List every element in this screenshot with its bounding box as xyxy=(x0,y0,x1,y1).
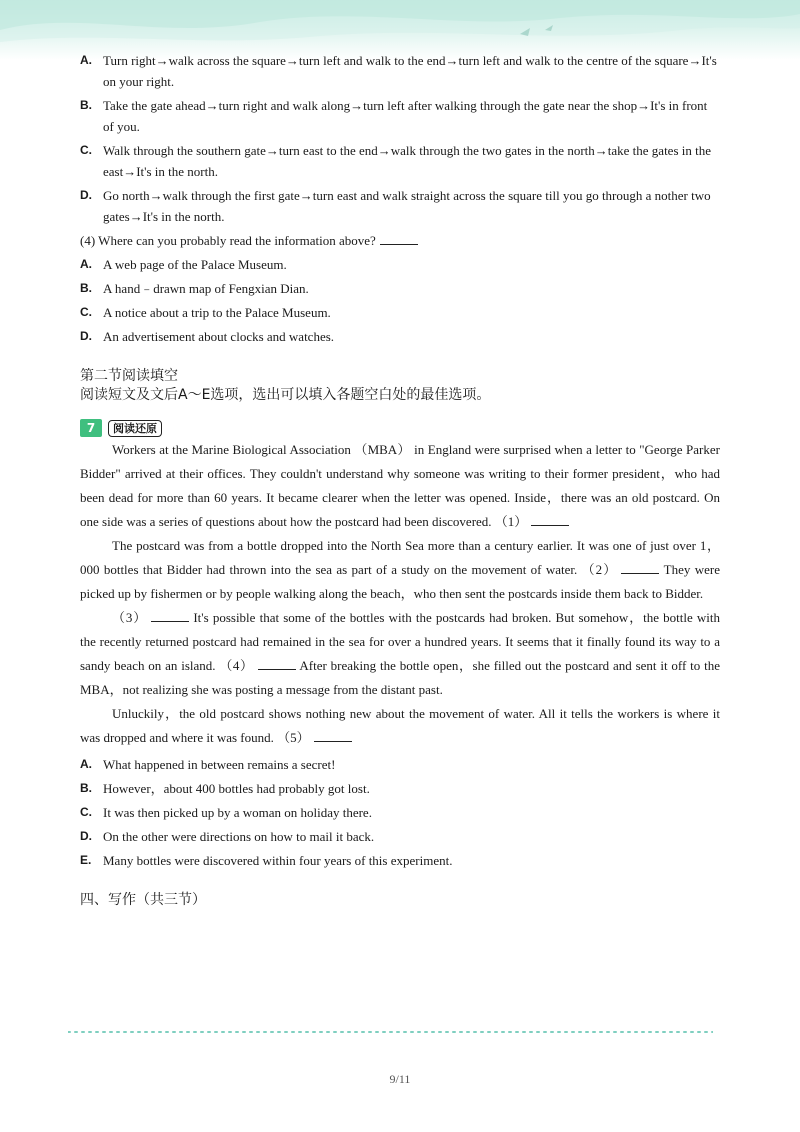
option-text: What happened in between remains a secret! xyxy=(103,757,336,772)
dotted-divider xyxy=(68,1030,713,1034)
paragraph-text: Workers at the Marine Biological Association （MBA） in England were surprised when a letter to "George Parker Bidder" arrived at their offices. They couldn't understand why someone was writing to their former president，who had been dead for more than 60 years. It became clearer when the letter was opened. Inside，there was an old postcard. On one side was a series of questions about how the postcard had been discovered. （1） xyxy=(80,442,720,529)
paragraph-1 xyxy=(80,438,720,534)
option-a xyxy=(80,754,720,775)
option-b xyxy=(80,95,720,137)
option-letter: B. xyxy=(80,98,92,112)
page-number: 9/11 xyxy=(389,1072,411,1086)
option-b xyxy=(80,278,720,299)
option-letter: C. xyxy=(80,305,92,319)
answer-blank xyxy=(380,234,418,245)
option-b xyxy=(80,778,720,799)
option-letter: A. xyxy=(80,257,92,271)
option-text: A hand﹣drawn map of Fengxian Dian. xyxy=(103,281,309,296)
section-title: 第二节阅读填空 xyxy=(80,368,178,384)
section-heading xyxy=(80,367,720,405)
question-4 xyxy=(80,230,720,251)
question-number-badge: 7 xyxy=(80,419,102,437)
option-a xyxy=(80,254,720,275)
paragraph-text: After breaking the bottle open，she filled out the postcard and sent it off to the MBA，not realizing she was posting a message from the distant past. xyxy=(80,658,720,697)
paragraph-2 xyxy=(80,534,720,606)
option-letter: B. xyxy=(80,281,92,295)
option-letter: D. xyxy=(80,829,92,843)
option-text: A notice about a trip to the Palace Museum. xyxy=(103,305,331,320)
passage xyxy=(80,438,720,750)
option-text: Walk through the southern gate→turn east to the end→walk through the two gates in the north→take the gates in the east→It's in the north. xyxy=(103,143,711,179)
answer-blank xyxy=(151,611,189,622)
option-c xyxy=(80,802,720,823)
paragraph-text: They were picked up by fishermen or by people walking along the beach，who then sent the postcards inside them back to Bidder. xyxy=(80,562,720,601)
option-a xyxy=(80,50,720,92)
option-letter: A. xyxy=(80,757,92,771)
option-e xyxy=(80,850,720,871)
option-text: On the other were directions on how to mail it back. xyxy=(103,829,375,844)
answer-blank xyxy=(258,659,296,670)
q4-options xyxy=(80,254,720,347)
option-d xyxy=(80,185,720,227)
paragraph-text: （3） xyxy=(112,610,148,625)
option-text: Take the gate ahead→turn right and walk along→turn left after walking through the gate near the shop→It's in front of you. xyxy=(103,98,708,134)
option-letter: B. xyxy=(80,781,92,795)
paragraph-text: Unluckily，the old postcard shows nothing new about the movement of water. All it tells the workers is where it was dropped and where it was found. （5） xyxy=(80,706,720,745)
option-d xyxy=(80,826,720,847)
option-letter: C. xyxy=(80,805,92,819)
option-text: However，about 400 bottles had probably got lost. xyxy=(103,781,370,796)
paragraph-4 xyxy=(80,702,720,750)
option-c xyxy=(80,140,720,182)
page-content xyxy=(80,50,720,909)
question-text: (4) Where can you probably read the information above? xyxy=(80,233,376,248)
writing-section-title: 四、写作（共三节） xyxy=(80,892,206,908)
paragraph-text: The postcard was from a bottle dropped into the North Sea more than a century earlier. It was one of just over 1，000 bottles that Bidder had thrown into the sea as part of a study on the movement of water. （2） xyxy=(80,538,720,577)
option-text: Many bottles were discovered within four years of this experiment. xyxy=(103,853,453,868)
paragraph-text: It's possible that some of the bottles with the postcards had broken. But somehow，the bottle with the recently returned postcard had remained in the sea for over a hundred years. It seems that it finally found its way to a sandy beach on an island. （4） xyxy=(80,610,720,673)
option-letter: A. xyxy=(80,53,92,67)
option-text: It was then picked up by a woman on holiday there. xyxy=(103,805,372,820)
answer-blank xyxy=(621,563,659,574)
q3-options xyxy=(80,50,720,227)
option-text: Turn right→walk across the square→turn left and walk to the end→turn left and walk to the centre of the square→It's on your right. xyxy=(103,53,717,89)
passage-header xyxy=(80,418,720,438)
option-letter: D. xyxy=(80,188,92,202)
section-instruction: 阅读短文及文后A～E选项，选出可以填入各题空白处的最佳选项。 xyxy=(80,387,491,403)
option-text: Go north→walk through the first gate→turn east and walk straight across the square till you go through a nother two gates→It's in the north. xyxy=(103,188,711,224)
passage-options xyxy=(80,754,720,871)
answer-blank xyxy=(314,731,352,742)
option-text: An advertisement about clocks and watches. xyxy=(103,329,335,344)
option-text: A web page of the Palace Museum. xyxy=(103,257,287,272)
answer-blank xyxy=(531,515,569,526)
option-letter: D. xyxy=(80,329,92,343)
option-c xyxy=(80,302,720,323)
question-type-tag: 阅读还原 xyxy=(108,420,162,437)
option-letter: C. xyxy=(80,143,92,157)
option-letter: E. xyxy=(80,853,92,867)
option-d xyxy=(80,326,720,347)
paragraph-3 xyxy=(80,606,720,702)
